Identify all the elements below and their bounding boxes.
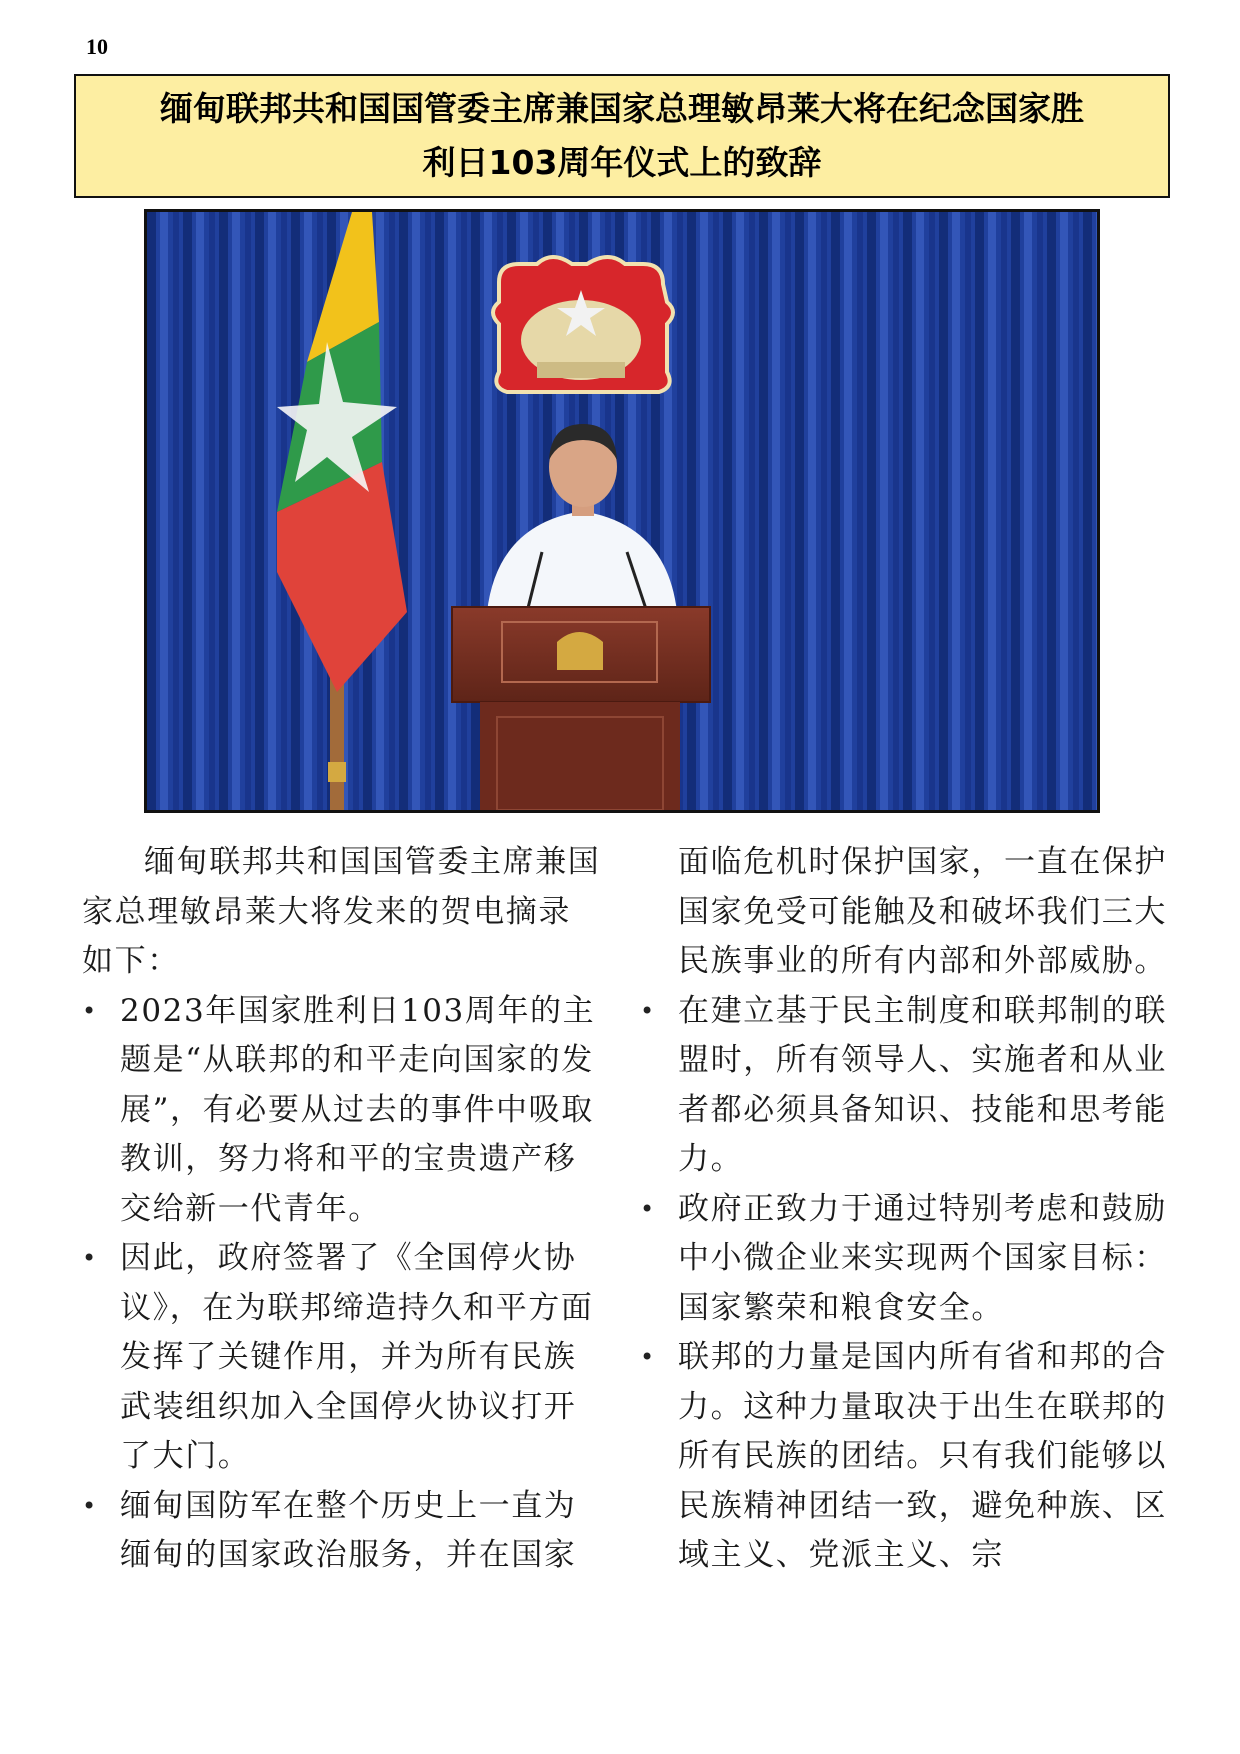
left-column <box>82 838 602 1581</box>
article-title <box>74 74 1170 198</box>
speech-photo <box>144 209 1100 813</box>
bullet-item: • 2023年国家胜利日103周年的主题是“从联邦的和平走向国家的发展”，有必要从过去的事件中吸取教训，努力将和平的宝贵遗产移交给新一代青年。 <box>82 987 602 1235</box>
bullet-item: • 联邦的力量是国内所有省和邦的合力。这种力量取决于出生在联邦的所有民族的团结。只有我们能够以民族精神团结一致，避免种族、区域主义、党派主义、宗 <box>640 1333 1168 1581</box>
bullet-item: • 在建立基于民主制度和联邦制的联盟时，所有领导人、实施者和从业者都必须具备知识、技能和思考能力。 <box>640 987 1168 1185</box>
left-bullet-list <box>82 987 602 1581</box>
podium <box>452 607 710 810</box>
title-line-2: 利日103周年仪式上的致辞 <box>422 143 822 182</box>
continued-paragraph: 面临危机时保护国家，一直在保护国家免受可能触及和破坏我们三大民族事业的所有内部和外部威胁。 <box>678 844 1167 979</box>
title-line-1: 缅甸联邦共和国国管委主席兼国家总理敏昂莱大将在纪念国家胜 <box>160 89 1084 128</box>
state-emblem <box>493 257 673 392</box>
page-number: 10 <box>86 34 108 59</box>
right-column <box>640 838 1168 1581</box>
intro-paragraph: 缅甸联邦共和国国管委主席兼国家总理敏昂莱大将发来的贺电摘录如下： <box>82 844 601 979</box>
bullet-item: • 缅甸国防军在整个历史上一直为缅甸的国家政治服务，并在国家 <box>82 1482 602 1581</box>
right-bullet-list <box>640 987 1168 1581</box>
bullet-item: • 因此，政府签署了《全国停火协议》，在为联邦缔造持久和平方面发挥了关键作用，并为所有民族武装组织加入全国停火协议打开了大门。 <box>82 1234 602 1482</box>
bullet-item: • 政府正致力于通过特别考虑和鼓励中小微企业来实现两个国家目标：国家繁荣和粮食安全。 <box>640 1185 1168 1334</box>
